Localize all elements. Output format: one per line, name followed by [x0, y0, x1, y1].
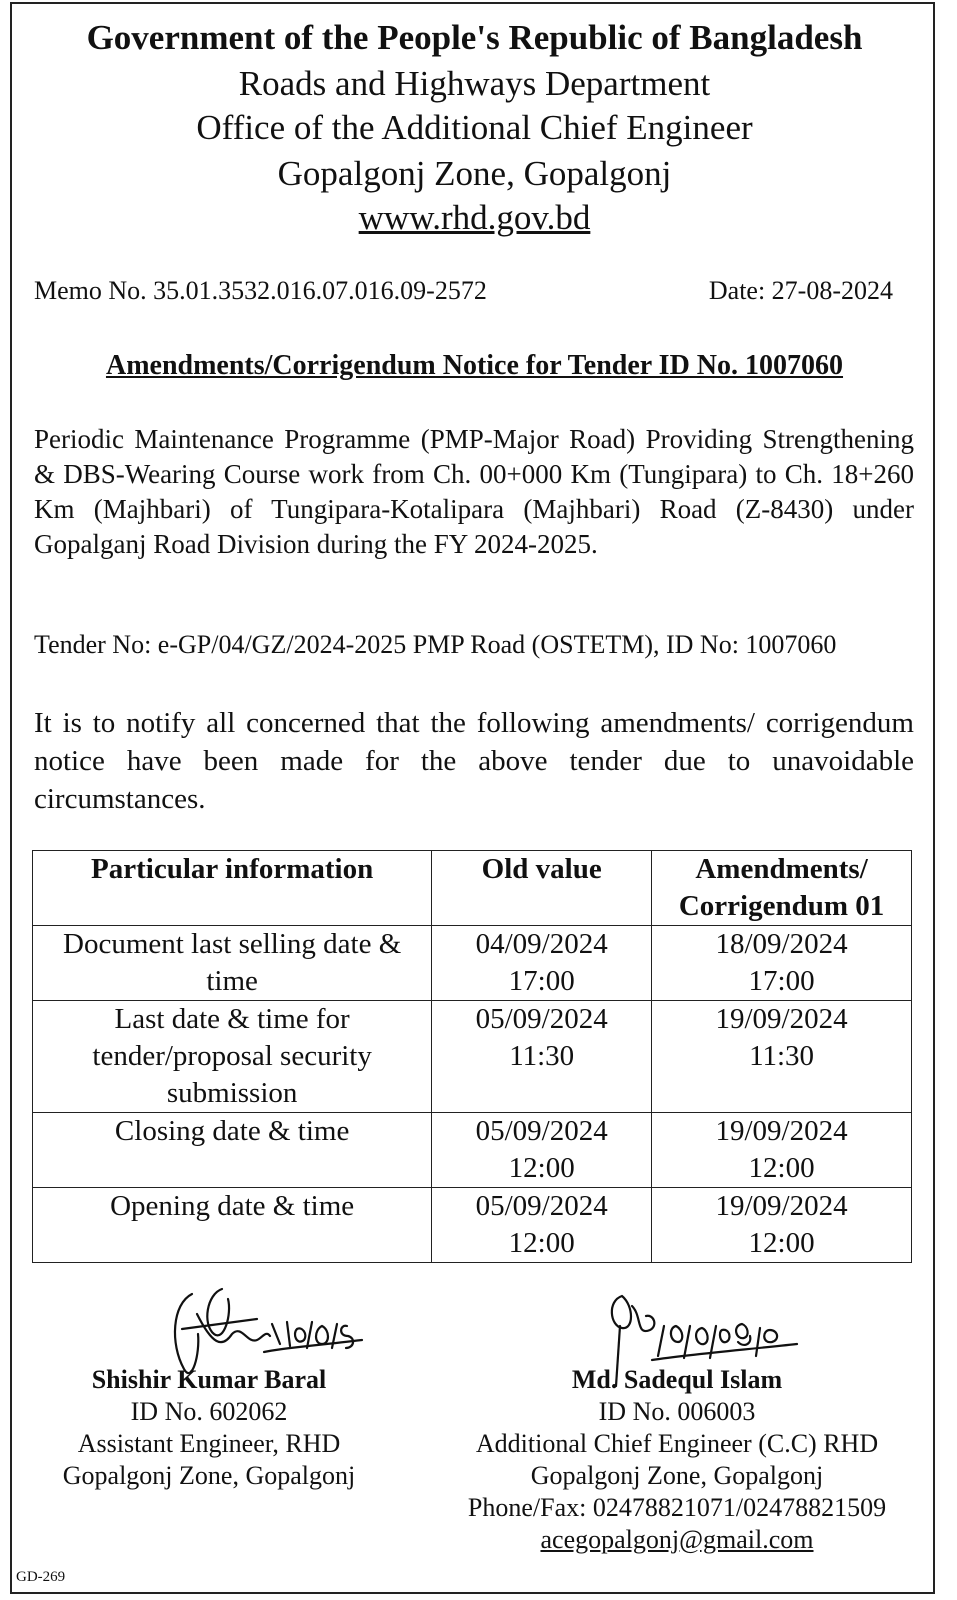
signatory-left-title: Assistant Engineer, RHD: [77, 1429, 341, 1458]
row-particular: Opening date & time: [33, 1188, 432, 1263]
row-old-value: 05/09/2024 12:00: [432, 1188, 652, 1263]
row-particular: Document last selling date & time: [33, 926, 432, 1001]
row-new-value: 18/09/2024 17:00: [652, 926, 912, 1001]
row-particular: Last date & time for tender/proposal security submission: [33, 1001, 432, 1113]
zone-name: Gopalgonj Zone, Gopalgonj: [277, 154, 672, 193]
office-name: Office of the Additional Chief Engineer: [196, 108, 753, 147]
table-header-row: [33, 851, 912, 926]
signatory-right-title: Additional Chief Engineer (C.C) RHD: [475, 1429, 879, 1458]
notice-subject: Amendments/Corrigendum Notice for Tender ID No. 1007060: [105, 350, 844, 381]
header-amendment: Amendments/ Corrigendum 01: [652, 851, 912, 926]
table-row: [33, 1188, 912, 1263]
signatory-left: [34, 1364, 384, 1492]
row-new-value: 19/09/2024 12:00: [652, 1188, 912, 1263]
government-title: Government of the People's Republic of Bangladesh: [86, 18, 863, 57]
row-new-value: 19/09/2024 12:00: [652, 1113, 912, 1188]
signatory-left-name: Shishir Kumar Baral: [91, 1365, 327, 1394]
signatory-right: [452, 1364, 902, 1556]
row-old-value: 05/09/2024 12:00: [432, 1113, 652, 1188]
header-old-value: Old value: [432, 851, 652, 926]
row-old-value: 04/09/2024 17:00: [432, 926, 652, 1001]
signatory-right-office: Gopalgonj Zone, Gopalgonj: [530, 1461, 824, 1490]
tender-number: Tender No: e-GP/04/GZ/2024-2025 PMP Road (OSTETM), ID No: 1007060: [34, 630, 837, 659]
table-row: [33, 926, 912, 1001]
row-new-value: 19/09/2024 11:30: [652, 1001, 912, 1113]
table-row: [33, 1001, 912, 1113]
signatory-right-email[interactable]: acegopalgonj@gmail.com: [540, 1525, 814, 1554]
memo-date: Date: 27-08-2024: [708, 276, 893, 305]
signatory-right-phone: Phone/Fax: 02478821071/02478821509: [467, 1493, 887, 1522]
department-name: Roads and Highways Department: [238, 64, 711, 103]
row-old-value: 05/09/2024 11:30: [432, 1001, 652, 1113]
footer-code: GD-269: [16, 1569, 66, 1585]
signatory-right-name: Md. Sadequl Islam: [571, 1365, 783, 1394]
memo-number: Memo No. 35.01.3532.016.07.016.09-2572: [34, 276, 487, 305]
row-particular: Closing date & time: [33, 1113, 432, 1188]
signatory-right-id: ID No. 006003: [598, 1397, 756, 1426]
work-description: Periodic Maintenance Programme (PMP-Major Road) Providing Strengthening & DBS-Wearing Course work from Ch. 00+000 Km (Tungipara) to Ch. 18+260 Km (Majhbari) of Tungipara-Kotalipara (Majhbari) Road (Z-8430) under Gopalganj Road Division during the FY 2024-2025.: [34, 424, 914, 559]
notification-text: It is to notify all concerned that the following amendments/ corrigendum notice have been made for the above tender due to unavoidable circumstances.: [34, 707, 914, 815]
signatory-left-id: ID No. 602062: [130, 1397, 288, 1426]
header-particular: Particular information: [33, 851, 432, 926]
website-line: [12, 198, 937, 238]
table-row: [33, 1113, 912, 1188]
website-link[interactable]: www.rhd.gov.bd: [358, 198, 591, 237]
notice-page: [10, 2, 935, 1594]
amendment-table: [32, 850, 912, 1263]
signatory-left-office: Gopalgonj Zone, Gopalgonj: [62, 1461, 356, 1490]
